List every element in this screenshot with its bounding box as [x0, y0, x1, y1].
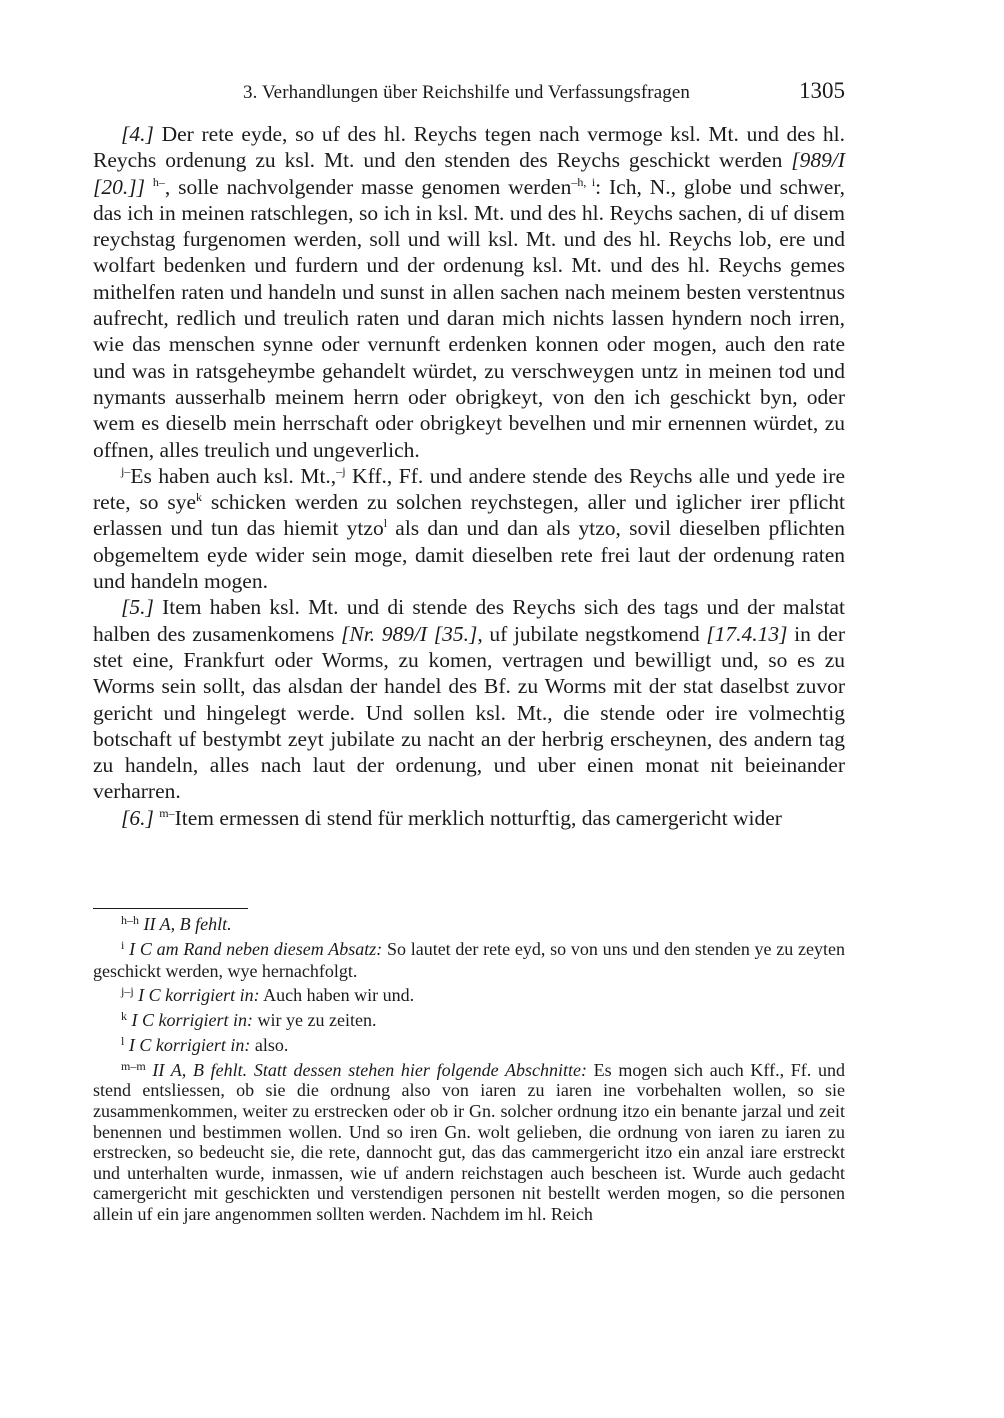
footnote-marker: m–m [121, 1058, 146, 1073]
footnote-marker-i: i [586, 174, 596, 189]
footnote-editorial-note: II A, B fehlt. [143, 914, 232, 934]
footnote-text: So lautet der rete eyd, so von uns und den stenden ye zu zeyten geschickt werden, wye hernachfolgt. [93, 938, 845, 981]
footnote-marker: h–h [121, 913, 139, 927]
footnote-marker: l [121, 1033, 125, 1048]
footnote-marker-j-open: j– [121, 463, 131, 478]
footnote-marker-l: l [383, 516, 388, 531]
footnote-divider [93, 908, 248, 909]
running-head: 3. Verhandlungen über Reichshilfe und Verfassungsfragen [243, 82, 690, 103]
paragraph-6 [93, 805, 845, 831]
footnote-marker: i [121, 937, 125, 952]
footnote-text: Auch haben wir und. [259, 985, 415, 1006]
date-annotation: [17.4.13] [706, 621, 788, 646]
page-number: 1305 [799, 78, 845, 103]
paragraph-text: : Ich, N., globe und schwer, das ich in meinen ratschlegen, so ich in ksl. Mt. und des hl. Reychs sachen, di uf disem reychstag furgenomen werden, soll und will ksl. Mt. und des hl. Reychs lob, ere und wolfart bedenken und furdern und der ordenung ksl. Mt. und des hl. Reychs gemes mithelfen raten und handeln und sunst in allen sachen nach meinem besten verstentnus aufrecht, redlich und treulich raten und daran mich nichts lassen hyndern noch irren, wie das menschen synne oder vernunft erdenken konnen oder mogen, auch den rate und was in ratsgeheymbe gehandelt würdet, zu verschweygen untz in meinen tod und nymants ausserhalb meinem herrn oder obrigkeyt, von den ich geschickt byn, oder wem es dieselb mein herrschaft oder obrigkeyt bevelhen und mir ernennen würdet, zu offnen, alles treulich und ungeverlich. [93, 174, 845, 462]
footnote-marker-k: k [196, 490, 203, 505]
footnote-text: also. [250, 1034, 289, 1055]
paragraph-text: Item ermessen di stend für merklich notturftig, das camergericht wider [174, 805, 782, 830]
paragraph-text: Kff., Ff. und andere stende des Reychs alle und yede ire rete, so sye [93, 463, 845, 515]
section-number: [6.] [121, 805, 154, 830]
paragraph-text: , solle nachvolgender masse genomen werden [164, 174, 572, 199]
paragraph-5 [93, 594, 845, 804]
paragraph-text: Es haben auch ksl. Mt., [130, 463, 337, 488]
paragraph-text: als dan und dan als ytzo, sovil dieselben pflichten obgemeltem eyde wider sein moge, damit dieselben rete frei laut der ordenung raten und handeln mogen. [93, 516, 845, 594]
paragraph-text: , uf jubilate negstkomend [477, 621, 707, 646]
section-number: [5.] [121, 595, 154, 620]
footnote-k [93, 1010, 845, 1032]
footnote-j [93, 985, 845, 1007]
footnote-marker-j-close: –j [336, 463, 346, 478]
page-header [93, 80, 845, 110]
footnote-i [93, 939, 845, 983]
footnotes [93, 914, 845, 1225]
footnote-h [93, 914, 845, 936]
section-number: [4.] [121, 122, 154, 146]
paragraph-text: Der rete eyde, so uf des hl. Reychs tegen nach vermoge ksl. Mt. und des hl. Reychs ordenung zu ksl. Mt. und den stenden des Reychs geschickt werden [93, 122, 845, 173]
main-text [93, 121, 845, 831]
paragraph-oath-release [93, 463, 845, 594]
paragraph-text: schicken werden zu solchen reychstegen, aller und iglicher irer pflicht erlassen und tun das hiemit ytzo [93, 490, 845, 541]
footnote-editorial-note: I C korrigiert in: [131, 1010, 253, 1031]
cross-reference: [989/I [20.]] [93, 148, 845, 199]
footnote-editorial-note: I C korrigiert in: [128, 1034, 251, 1055]
cross-reference: [Nr. 989/I [35.] [340, 621, 478, 646]
footnote-text: wir ye zu zeiten. [253, 1010, 377, 1031]
footnote-m [93, 1060, 845, 1225]
paragraph-text: in der stet eine, Frankfurt oder Worms, zu komen, vertragen und bewilligt und, so es zu Worms sein sollt, das alsdan der handel des Bf. zu Worms mit der stat daselbst zuvor gericht und hingelegt werde. Und sollen ksl. Mt., die stende oder ire volmechtig botschaft uf bestymbt zeyt jubilate zu nacht an der herbrig erscheynen, des andern tag zu handeln, alles nach laut der ordenung, und uber einen monat nit beieinander verharren. [93, 621, 845, 804]
footnote-marker: j–j [121, 984, 134, 999]
footnote-text: Es mogen sich auch Kff., Ff. und stend entsliessen, ob sie die ordnung also von iaren zu iaren ine vorbehalten wollen, so sie zusammenkommen, weiter zu erstrecken oder ob ir Gn. solcher ordnung itzo ein benante jarzal und zeit benennen und bestimmen wollen. Und so iren Gn. wolt gelieben, die ordnung von iaren zu iaren zu erstrecken, so bedeucht sie, die rete, dannocht gut, das das cammergericht itzo ein anzal iare erstreckt und unterhalten wurde, inmassen, wie uf andern reichstagen auch bescheen ist. Wurde auch gedacht camergericht mit geschickten und verstendigen personen nit bestellt werden mogen, so die personen allein uf ein jare angenommen sollten werden. Nachdem im hl. Reich [93, 1059, 845, 1224]
paragraph-4 [93, 121, 845, 463]
footnote-marker: k [121, 1009, 127, 1024]
footnote-marker-m-open: m– [159, 805, 175, 820]
footnote-editorial-note: I C am Rand neben diesem Absatz: [129, 938, 383, 959]
footnote-editorial-note: II A, B fehlt. Statt dessen stehen hier folgende Abschnitte: [152, 1059, 587, 1080]
footnote-marker-h-close: –h, [571, 174, 587, 189]
footnote-marker-h-open: h– [152, 174, 165, 189]
paragraph-text: Item haben ksl. Mt. und di stende des Reychs sich des tags und der malstat halben des zusamenkomens [93, 595, 845, 646]
footnote-editorial-note: I C korrigiert in: [138, 985, 260, 1006]
footnote-l [93, 1035, 845, 1057]
